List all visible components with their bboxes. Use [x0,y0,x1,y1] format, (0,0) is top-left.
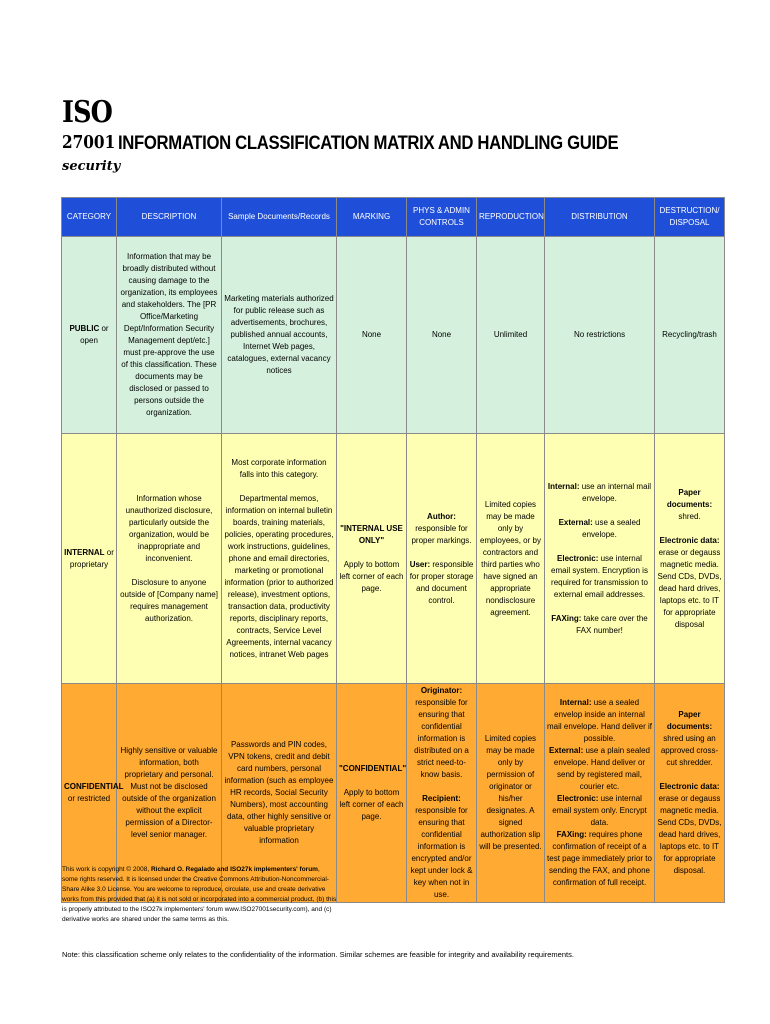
confidential-reproduction: Limited copies may be made only by permission of originator or his/her designates. A signed authorization slip will be presented. [477,684,545,903]
internal-disposal: Paper documents: shred. Electronic data: erase or degauss magnetic media. Send CDs, DVDs, dead hard drives, laptops etc. to IT for appropriate disposal [655,434,725,684]
internal-samples: Most corporate information falls into this category. Departmental memos, information on internal bulletin boards, training materials, policies, operating procedures, work instructions, guidelines, phone and email directories, marketing or promotional information (prior to authorized release), investment options, transaction data, productivity reports, disciplinary reports, contracts, Service Level Agreements, internal vacancy notices, intranet Web pages [222,434,337,684]
page-title: INFORMATION CLASSIFICATION MATRIX AND HANDLING GUIDE [118,133,619,154]
internal-row [62,434,725,684]
public-category: PUBLIC or open [62,237,117,434]
public-description: Information that may be broadly distributed without causing damage to the organization, its employees and stakeholders. The [PR Office/Marketing Dept/Information Security Management dept/etc.] must pre-approve the use of this classification. These documents may be disclosed or passed to persons outside the organization. [117,237,222,434]
public-reproduction: Unlimited [477,237,545,434]
header-description: DESCRIPTION [117,198,222,237]
header-samples: Sample Documents/Records [222,198,337,237]
internal-description: Information whose unauthorized disclosure, particularly outside the organization, would be inappropriate and inconvenient. Disclosure to anyone outside of [Company name] requires management authorization. [117,434,222,684]
logo-line1: ISO [62,95,113,130]
logo-line3: security [62,159,121,174]
internal-category: INTERNAL or proprietary [62,434,117,684]
footnote: Note: this classification scheme only relates to the confidentiality of the information. Similar schemes are feasible for integrity and availability requirements. [62,950,574,959]
confidential-disposal: Paper documents: shred using an approved cross-cut shredder. Electronic data: erase or degauss magnetic media. Send CDs, DVDs, dead hard drives, laptops etc. to IT for appropriate disposal. [655,684,725,903]
classification-matrix [61,197,725,903]
header-row [62,198,725,237]
header-disposal: DESTRUCTION/ DISPOSAL [655,198,725,237]
header-controls: PHYS & ADMIN CONTROLS [407,198,477,237]
public-distribution: No restrictions [545,237,655,434]
confidential-controls: Originator: responsible for ensuring that confidential information is distributed on a strict need-to-know basis. Recipient: responsible for ensuring that confidential information is encrypted and/or kept under lock & key when not in use. [407,684,477,903]
public-row [62,237,725,434]
public-controls: None [407,237,477,434]
header-distribution: DISTRIBUTION [545,198,655,237]
public-marking: None [337,237,407,434]
confidential-samples: Passwords and PIN codes, VPN tokens, credit and debit card numbers, personal information (such as employee HR records, Social Security Numbers), most accounting data, other highly sensitive or valuable proprietary information [222,684,337,903]
header-reproduction: REPRODUCTION [477,198,545,237]
confidential-category: CONFIDENTIAL or restricted [62,684,117,903]
internal-controls: Author: responsible for proper markings. User: responsible for proper storage and document control. [407,434,477,684]
internal-reproduction: Limited copies may be made only by employees, or by contractors and third parties who have signed an appropriate nondisclosure agreement. [477,434,545,684]
confidential-marking: "CONFIDENTIAL" Apply to bottom left corner of each page. [337,684,407,903]
internal-marking: "INTERNAL USE ONLY" Apply to bottom left corner of each page. [337,434,407,684]
iso27001-logo [62,95,121,190]
confidential-description: Highly sensitive or valuable information, both proprietary and personal. Must not be disclosed outside of the organization without the explicit permission of a Director-level senior manager. [117,684,222,903]
logo-line2: 27001 [62,132,116,153]
copyright-notice: This work is copyright © 2008, Richard O. Regalado and ISO27k implementers' forum, some rights reserved. It is licensed under the Creative Commons Attribution-Noncommercial-Share Alike 3.0 License. You are welcome to reproduce, circulate, use and create derivative works from this provided that (a) it is not sold or incorporated into a commercial product, (b) this is properly attributed to the ISO27k implementers' forum www.ISO27001security.com), and (c) derivative works are shared under the same terms as this. [62,866,337,923]
header-marking: MARKING [337,198,407,237]
public-samples: Marketing materials authorized for public release such as advertisements, brochures, published annual accounts, Internet Web pages, catalogues, external vacancy notices [222,237,337,434]
confidential-distribution: Internal: use a sealed envelop inside an internal mail envelope. Hand deliver if possible. External: use a plain sealed envelope. Hand deliver or send by registered mail, courier etc. Electronic: use internal email system only. Encrypt data. FAXing: requires phone confirmation of receipt of a test page immediately prior to sending the FAX, and phone confirmation of full receipt. [545,684,655,903]
header-category: CATEGORY [62,198,117,237]
internal-distribution: Internal: use an internal mail envelope. External: use a sealed envelope. Electronic: use internal email system. Encryption is required for transmission to external email addresses. FAXing: take care over the FAX number! [545,434,655,684]
public-disposal: Recycling/trash [655,237,725,434]
